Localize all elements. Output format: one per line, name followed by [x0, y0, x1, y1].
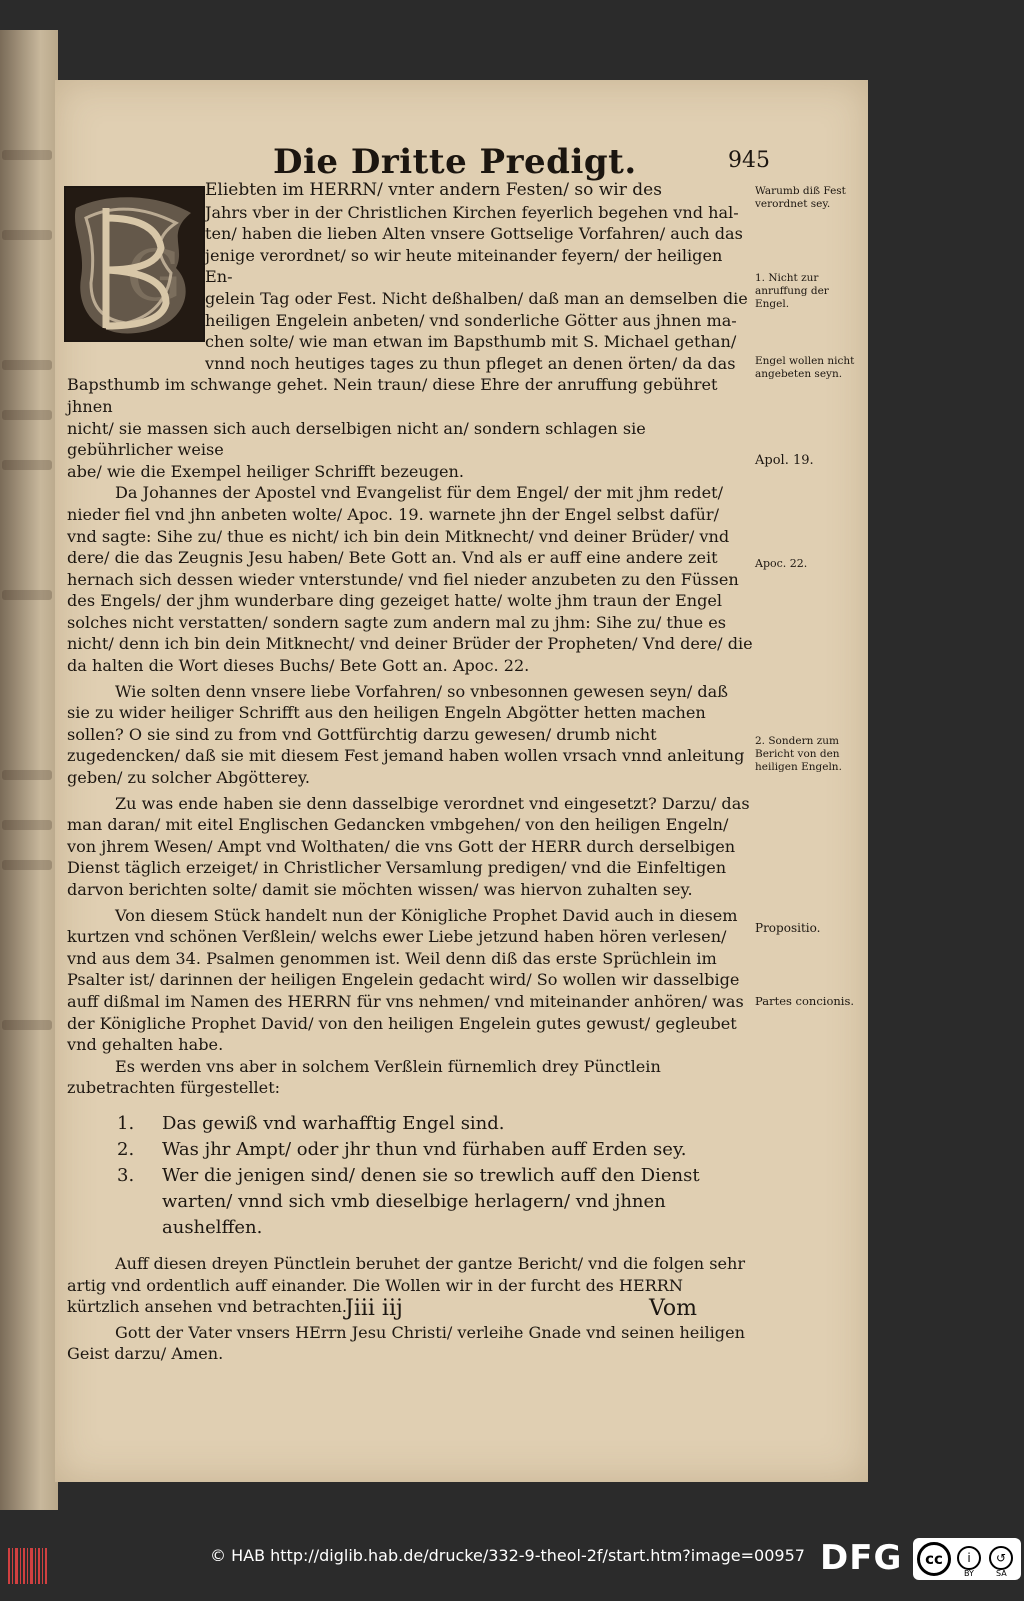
catchword: Vom [649, 1296, 697, 1321]
text-line: ten/ haben die lieben Alten vnsere Gottselige Vorfahren/ auch das [205, 224, 743, 244]
barcode-icon [8, 1544, 48, 1588]
sa-icon: ↺ [989, 1546, 1013, 1570]
margin-note-7: Propositio. [755, 921, 821, 935]
paragraph-1 [67, 180, 753, 482]
margin-note-2: 1. Nicht zur anruffung der Engel. [755, 272, 829, 310]
signature-mark: Jiii iij [345, 1296, 403, 1321]
paragraph-4: Zu was ende haben sie denn dasselbige verordnet vnd eingesetzt? Darzu/ das man daran/ mit eitel Englischen Gedancken vmbgehen/ von den heiligen Engeln/ von jhrem Wesen/ Ampt vnd Wolthaten/ die vns Gott der HERR durch derselbigen Dienst täglich erzeiget/ in Christlicher Versamlung predigen/ vnd die Einfeltigen darvon berichten solte/ damit sie möchten wissen/ was hiervon zuhalten sey. [67, 793, 750, 899]
margin-note-8: Partes concionis. [755, 994, 855, 1008]
initial-letter: G [126, 235, 182, 317]
text-line: nicht/ sie massen sich auch derselbigen nicht an/ sondern schlagen sie gebührlicher weise [67, 418, 646, 460]
paragraph-6: Es werden vns aber in solchem Verßlein fürnemlich drey Pünctlein zubetrachten fürgestellet: [67, 1056, 661, 1098]
points-list [67, 1111, 753, 1241]
text-line: abe/ wie die Exempel heiliger Schrifft bezeugen. [67, 461, 465, 481]
paragraph-8: Gott der Vater vnsers HErrn Jesu Christi/ verleihe Gnade vnd seinen heiligen Geist darzu/ Amen. [67, 1322, 745, 1364]
text-line: vnnd noch heutiges tages zu thun pfleget an denen örten/ da das [205, 353, 736, 373]
list-item: 2. Was jhr Ampt/ oder jhr thun vnd fürhaben auff Erden sey. [117, 1138, 687, 1160]
by-icon: i [957, 1546, 981, 1570]
cc-icon: cc [917, 1542, 951, 1576]
text-line: Bapsthumb im schwange gehet. Nein traun/ diese Ehre der anruffung gebühret jhnen [67, 375, 718, 416]
paragraph-2: Da Johannes der Apostel vnd Evangelist für dem Engel/ der mit jhm redet/ nieder fiel vnd jhn anbeten wolte/ Apoc. 19. warnete jhn der Engel selbst dafür/ vnd sagte: Sihe zu/ thue es nicht/ ich bin dein Mitknecht/ vnd deiner Brüder/ vnd dere/ die das Zeugnis Jesu haben/ Bete Gott an. Vnd als er auff eine andere zeit hernach sich dessen wieder vnterstunde/ vnd fiel nieder anzubeten zu den Füssen des Engels/ der jhm wunderbare ding gezeiget hatte/ wolte jhm traun der Engel solches nicht verstatten/ sondern sagte zum andern mal zu jhm: Sihe zu/ thue es nicht/ denn ich bin dein Mitknecht/ vnd deiner Brüder der Propheten/ Vnd dere/ die da halten die Wort dieses Buchs/ Bete Gott an. Apoc. 22. [67, 483, 753, 676]
list-item: 1. Das gewiß vnd warhafftig Engel sind. [117, 1112, 505, 1134]
margin-note-3: Engel wollen nicht angebeten seyn. [755, 355, 855, 380]
sa-label: SA [996, 1569, 1007, 1578]
list-item: 3. Wer die jenigen sind/ denen sie so trewlich auff den Dienst warten/ vnnd sich vmb dieselbige herlagern/ vnd jhnen aushelffen. [117, 1164, 700, 1238]
paragraph-7: Auff diesen dreyen Pünctlein beruhet der gantze Bericht/ vnd die folgen sehr artig vnd ordentlich auff einander. Die Wollen wir in der furcht des HERRN kürtzlich ansehen vnd betrachten. [67, 1253, 746, 1317]
text-line: chen solte/ wie man etwan im Bapsthumb mit S. Michael gethan/ [205, 332, 737, 352]
page-number: 945 [728, 148, 770, 173]
paragraph-5: Von diesem Stück handelt nun der Königliche Prophet David auch in diesem kurtzen vnd schönen Verßlein/ welchs ewer Liebe jetzund haben hören verlesen/ vnd aus dem 34. Psalmen genommen ist. Weil denn diß das erste Sprüchlein im Psalter ist/ darinnen der heiligen Engelein gedacht wird/ So wollen wir dasselbige auff dißmal im Namen des HERRN für vns nehmen/ vnd miteinander anhören/ was der Königliche Prophet David/ von den heiligen Engelein gutes gewust/ gegleubet vnd gehalten habe. [67, 905, 744, 1055]
text-line: Eliebten im HERRN/ vnter andern Festen/ so wir des [205, 180, 662, 200]
viewer-footer-bar [0, 1532, 1024, 1601]
by-label: BY [964, 1569, 974, 1578]
text-line: gelein Tag oder Fest. Nicht deßhalben/ daß man an demselben die [205, 288, 748, 308]
margin-note-6: 2. Sondern zum Bericht von den heiligen Engeln. [755, 735, 842, 773]
margin-note-4: Apol. 19. [755, 453, 814, 468]
adjacent-page-edge [0, 30, 58, 1510]
margin-note-5: Apoc. 22. [755, 557, 808, 570]
text-line: Jahrs vber in der Christlichen Kirchen feyerlich begehen vnd hal- [205, 202, 739, 222]
text-line: jenige verordnet/ so wir heute miteinander feyern/ der heiligen En- [205, 245, 723, 287]
paragraph-3: Wie solten denn vnsere liebe Vorfahren/ so vnbesonnen gewesen seyn/ daß sie zu wider heiliger Schrifft aus den heiligen Engeln Abgötter hetten machen sollen? O sie sind zu from vnd Gottfürchtig darzu gewesen/ drumb nicht zugedencken/ daß sie mit diesem Fest jemand haben wollen vrsach vnnd anleitung geben/ zu solcher Abgötterey. [67, 681, 745, 788]
copyright-link[interactable]: © HAB http://diglib.hab.de/drucke/332-9-theol-2f/start.htm?image=00957 [210, 1546, 805, 1565]
running-title: Die Dritte Predigt. [273, 142, 637, 182]
text-line: heiligen Engelein anbeten/ vnd sonderliche Götter aus jhnen ma- [205, 310, 737, 330]
cc-license-badge[interactable] [913, 1538, 1021, 1580]
margin-note-1: Warumb diß Fest verordnet sey. [755, 185, 846, 210]
dfg-logo: DFG [820, 1538, 903, 1578]
book-page [55, 80, 868, 1482]
main-text-block [67, 180, 753, 1365]
page-footer [55, 1296, 868, 1336]
